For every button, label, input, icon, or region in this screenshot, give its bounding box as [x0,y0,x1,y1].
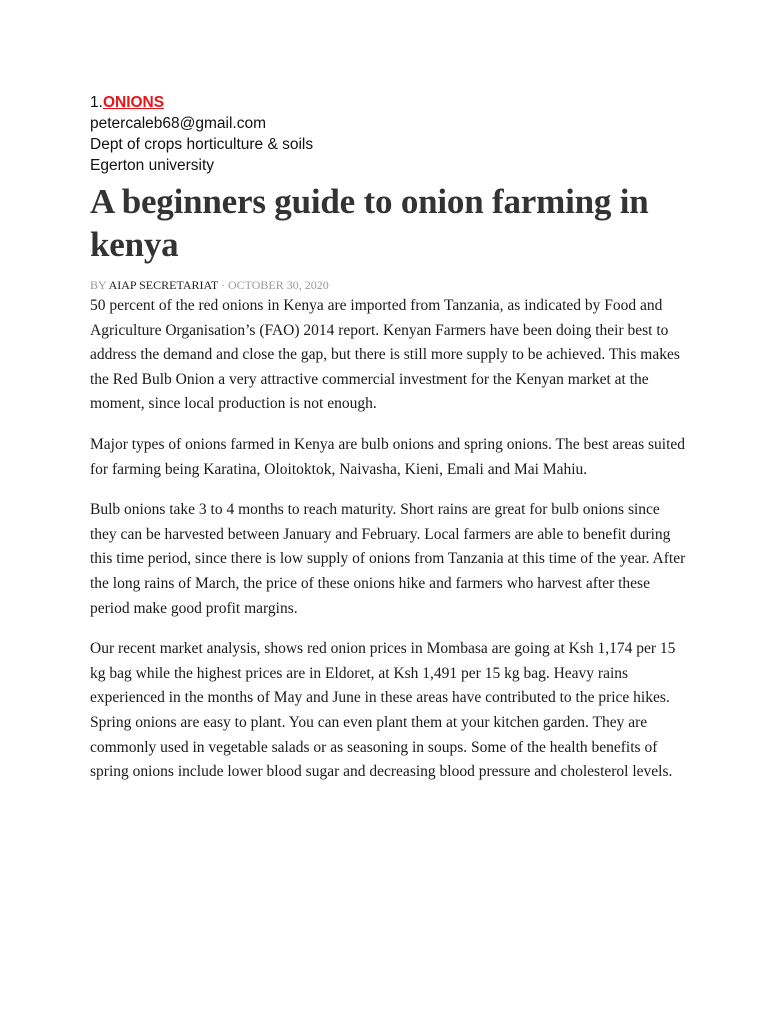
article-paragraph: Spring onions are easy to plant. You can even plant them at your kitchen garden. They are commonly used in vegetable salads or as seasoning in soups. Some of the health benefits of spring onions include lower blood sugar and decreasing blood pressure and cholesterol levels. [90,713,673,781]
document-page [90,92,690,785]
author-email: petercaleb68@gmail.com [90,115,266,132]
section-heading [90,92,690,113]
author-department: Dept of crops horticulture & soils [90,136,314,153]
article-paragraph: 50 percent of the red onions in Kenya are imported from Tanzania, as indicated by Food and Agriculture Organisation’s (FAO) 2014 report. Kenyan Farmers have been doing their best to address the demand and close the gap, but there is still more supply to be achieved. This makes the Red Bulb Onion a very attractive commercial investment for the Kenyan market at the moment, since local production is not enough. [90,297,680,413]
article-byline [90,277,690,293]
byline-date: OCTOBER 30, 2020 [227,278,329,292]
author-university: Egerton university [90,157,215,174]
byline-author-link[interactable]: AIAP SECRETARIAT [108,278,218,292]
article-body [90,294,690,785]
article-paragraph: Our recent market analysis, shows red onion prices in Mombasa are going at Ksh 1,174 per 15 kg bag while the highest prices are in Eldoret, at Ksh 1,491 per 15 kg bag. Heavy rains experienced in the months of May and June in these areas have contributed to the price hikes. [90,640,676,707]
author-header [90,92,690,176]
section-title-link[interactable]: ONIONS [102,94,165,111]
byline-prefix: BY [90,278,109,292]
article-paragraph: Bulb onions take 3 to 4 months to reach maturity. Short rains are great for bulb onions since they can be harvested between January and February. Local farmers are able to benefit during this time period, since there is low supply of onions from Tanzania at this time of the year. After the long rains of March, the price of these onions hike and farmers who harvest after these period make good profit margins. [90,501,686,617]
article-title: A beginners guide to onion farming in kenya [90,182,649,264]
section-number: 1. [90,94,103,111]
byline-separator: · [217,278,228,292]
article-paragraph: Major types of onions farmed in Kenya are bulb onions and spring onions. The best areas suited for farming being Karatina, Oloitoktok, Naivasha, Kieni, Emali and Mai Mahiu. [90,435,686,478]
